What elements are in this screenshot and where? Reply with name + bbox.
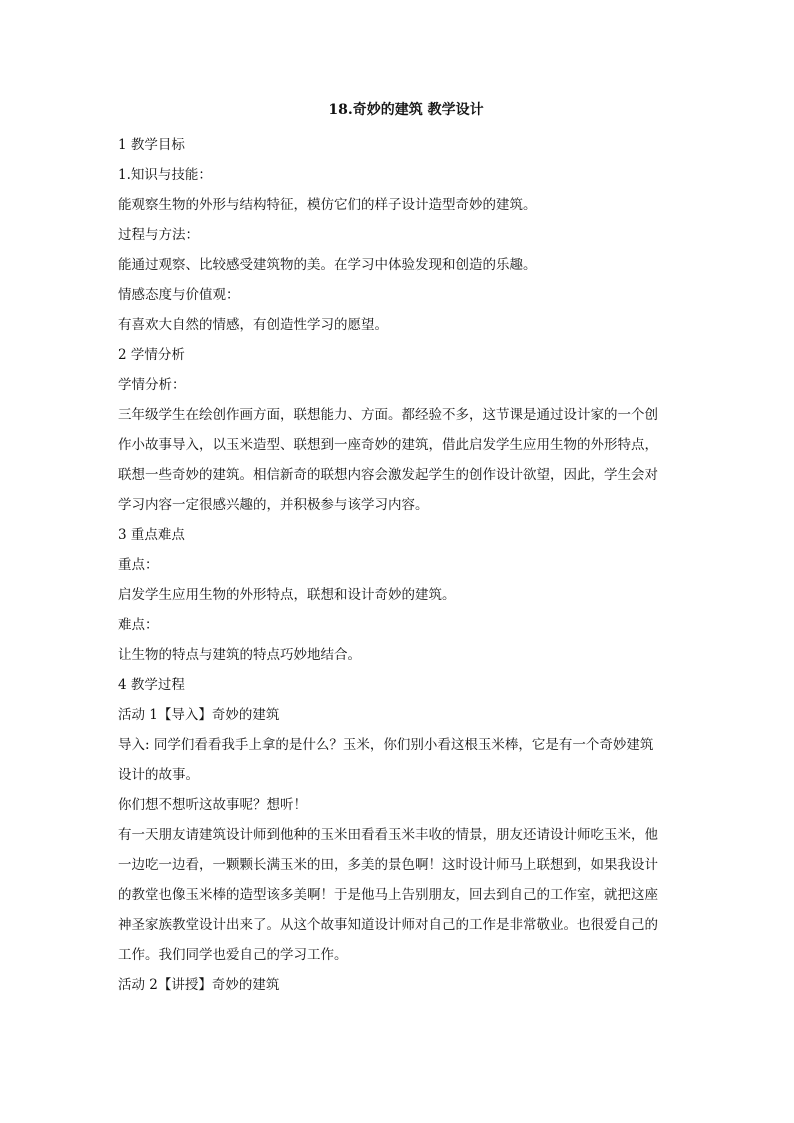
text-line: 有喜欢大自然的情感，有创造性学习的愿望。 bbox=[118, 317, 388, 333]
paragraph-line: 导入: 同学们看看我手上拿的是什么？玉米，你们别小看这根玉米棒，它是有一个奇妙建筑 bbox=[118, 737, 654, 753]
subheading-process-method: 过程与方法： bbox=[118, 227, 199, 243]
paragraph-intro bbox=[118, 730, 678, 790]
document-title: 18.奇妙的建筑 教学设计 bbox=[328, 102, 484, 118]
paragraph-line: 三年级学生在绘创作画方面，联想能力、方面。都经验不多，这节课是通过设计家的一个创 bbox=[118, 407, 658, 423]
text-line: 启发学生应用生物的外形特点，联想和设计奇妙的建筑。 bbox=[118, 587, 456, 603]
paragraph-line: 的教堂也像玉米棒的造型该多美啊！于是他马上告别朋友，回去到自己的工作室，就把这座 bbox=[118, 887, 658, 903]
paragraph-story bbox=[118, 820, 678, 970]
subheading-difficulty: 难点： bbox=[118, 617, 159, 633]
paragraph-line: 神圣家族教堂设计出来了。从这个故事知道设计师对自己的工作是非常敬业。也很爱自己的 bbox=[118, 917, 658, 933]
paragraph-line: 有一天朋友请建筑设计师到他种的玉米田看看玉米丰收的情景，朋友还请设计师吃玉米，他 bbox=[118, 827, 658, 843]
text-line: 你们想不想听这故事呢？想听！ bbox=[118, 797, 307, 813]
text-line: 能通过观察、比较感受建筑物的美。在学习中体验发现和创造的乐趣。 bbox=[118, 257, 537, 273]
activity-heading-1: 活动 1【导入】奇妙的建筑 bbox=[118, 707, 280, 723]
activity-heading-2: 活动 2【讲授】奇妙的建筑 bbox=[118, 977, 280, 993]
subheading-key-point: 重点： bbox=[118, 557, 159, 573]
text-line: 让生物的特点与建筑的特点巧妙地结合。 bbox=[118, 647, 361, 663]
paragraph-line: 作小故事导入，以玉米造型、联想到一座奇妙的建筑，借此启发学生应用生物的外形特点， bbox=[118, 437, 658, 453]
text-line: 能观察生物的外形与结构特征，模仿它们的样子设计造型奇妙的建筑。 bbox=[118, 197, 537, 213]
paragraph-line: 设计的故事。 bbox=[118, 767, 199, 783]
section-heading-key-points: 3 重点难点 bbox=[118, 527, 185, 543]
subheading-analysis: 学情分析： bbox=[118, 377, 186, 393]
paragraph-line: 联想一些奇妙的建筑。相信新奇的联想内容会激发起学生的创作设计欲望，因此，学生会对 bbox=[118, 467, 658, 483]
paragraph-line: 工作。我们同学也爱自己的学习工作。 bbox=[118, 947, 348, 963]
paragraph-line: 学习内容一定很感兴趣的，并积极参与该学习内容。 bbox=[118, 497, 429, 513]
paragraph-analysis bbox=[118, 400, 678, 520]
subheading-emotion-values: 情感态度与价值观： bbox=[118, 287, 240, 303]
section-heading-analysis: 2 学情分析 bbox=[118, 347, 185, 363]
section-heading-process: 4 教学过程 bbox=[118, 677, 185, 693]
paragraph-line: 一边吃一边看，一颗颗长满玉米的田，多美的景色啊！这时设计师马上联想到，如果我设计 bbox=[118, 857, 658, 873]
document-page bbox=[118, 100, 678, 1000]
section-heading-objectives: 1 教学目标 bbox=[118, 137, 185, 153]
subheading-knowledge-skills: 1.知识与技能： bbox=[118, 167, 212, 183]
